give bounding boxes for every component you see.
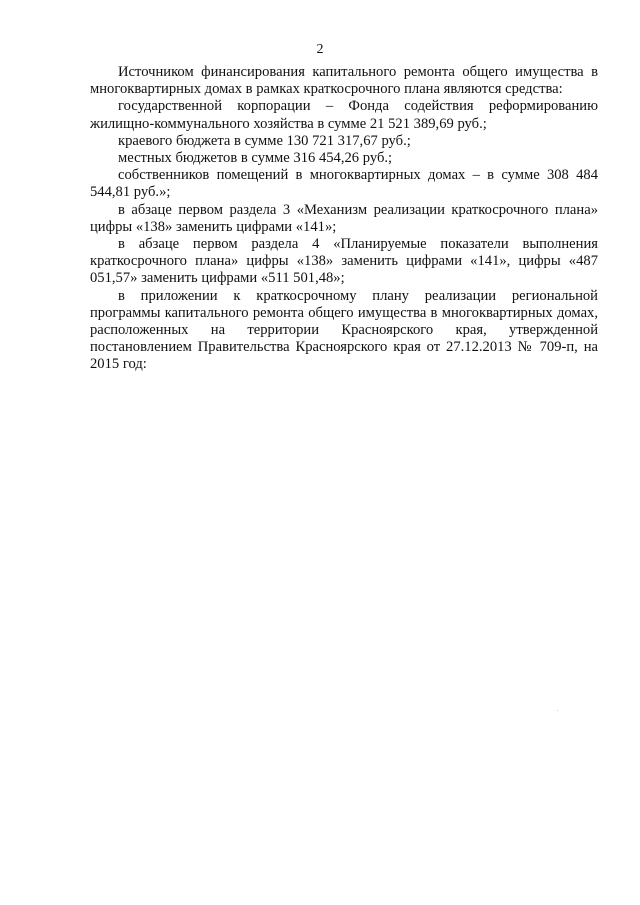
page-number: 2: [316, 42, 324, 57]
document-body: [90, 64, 598, 374]
scan-speck: [557, 710, 558, 711]
paragraph-section-3-change: в абзаце первом раздела 3 «Механизм реализации краткосрочного плана» цифры «138» заменить цифрами «141»;: [90, 201, 598, 235]
paragraph-section-4-change: в абзаце первом раздела 4 «Планируемые показатели выполнения краткосрочного плана» цифры «138» заменить цифрами «141», цифры «487 051,57» заменить цифрами «511 501,48»;: [90, 236, 598, 287]
paragraph-regional-budget: краевого бюджета в сумме 130 721 317,67 руб.;: [118, 132, 411, 149]
paragraph-fund-amount: государственной корпорации – Фонда содействия реформированию жилищно-коммунального хозяйства в сумме 21 521 389,69 руб.;: [90, 98, 598, 132]
paragraph-owners-funds: собственников помещений в многоквартирных домах – в сумме 308 484 544,81 руб.»;: [90, 167, 598, 201]
paragraph-funding-sources: Источником финансирования капитального ремонта общего имущества в многоквартирных домах в рамках краткосрочного плана являются средства:: [90, 64, 598, 98]
paragraph-local-budgets: местных бюджетов в сумме 316 454,26 руб.;: [118, 150, 393, 167]
paragraph-appendix-change: в приложении к краткосрочному плану реализации региональной программы капитального ремонта общего имущества в многоквартирных домах, расположенных на территории Красноярского края, утвержденной постановлением Правительства Красноярского края от 27.12.2013 № 709-п, на 2015 год:: [90, 287, 598, 373]
